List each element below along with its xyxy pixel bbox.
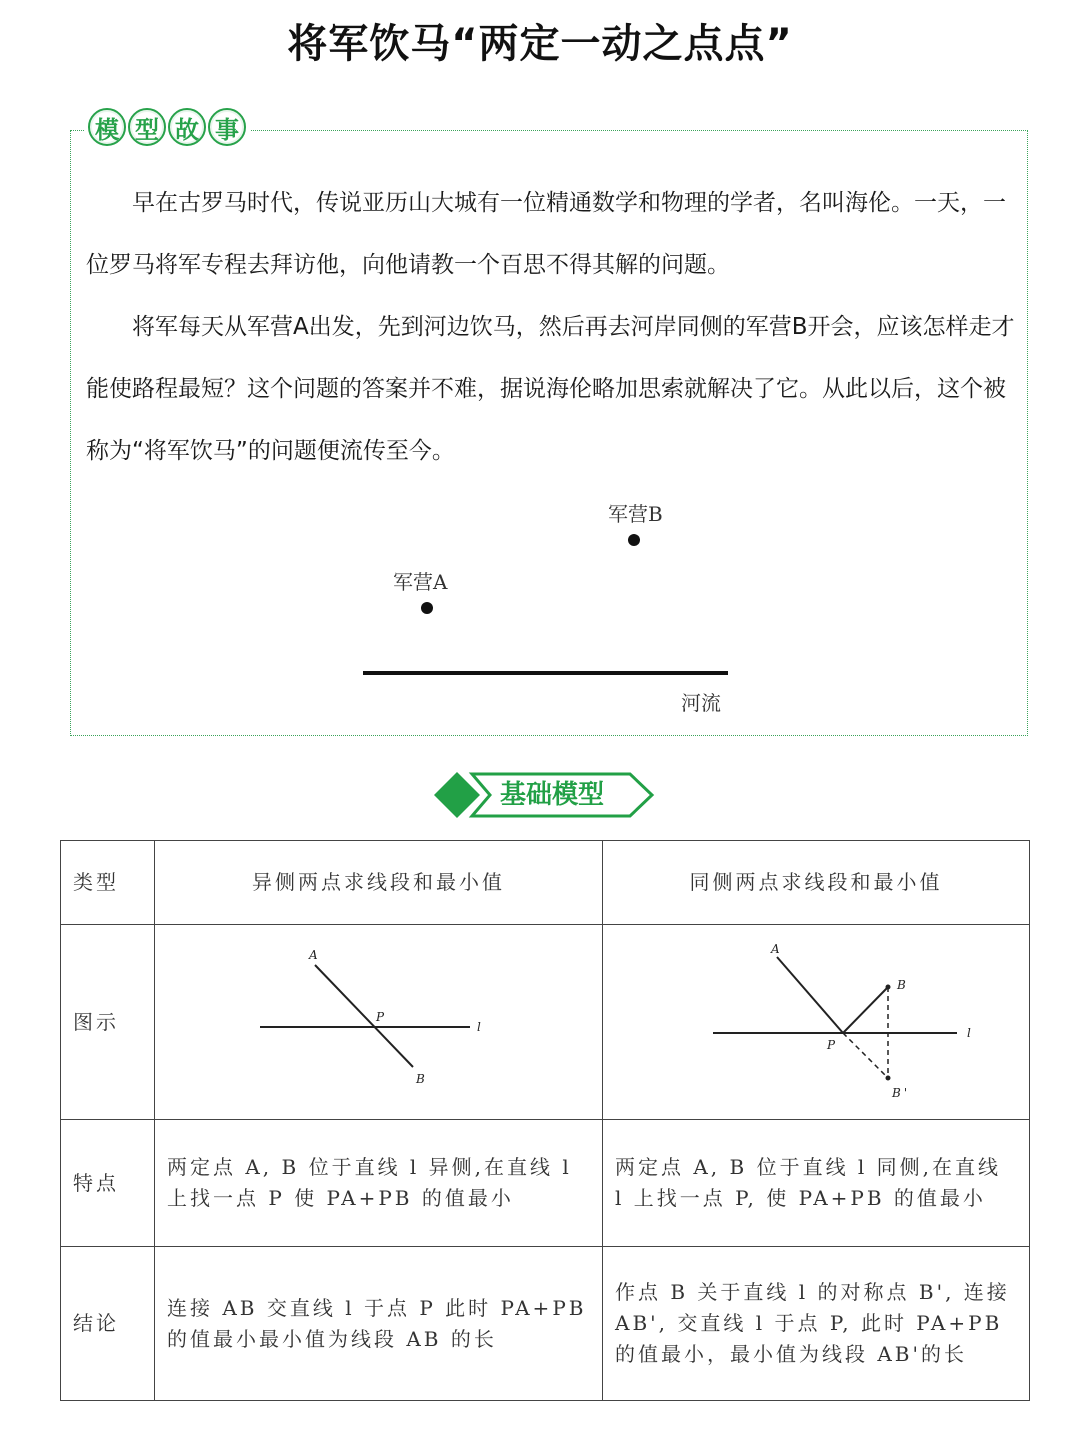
river-label: 河流 <box>681 691 721 715</box>
conclusion-col2: 作点 B 关于直线 l 的对称点 B', 连接 AB', 交直线 l 于点 P, 此时 PA+PB 的值最小，最小值为线段 AB'的长 <box>603 1247 1030 1401</box>
camp-b-label: 军营B <box>608 502 663 526</box>
feature-col1: 两定点 A, B 位于直线 l 异侧,在直线 l 上找一点 P 使 PA+PB 的值最小 <box>155 1120 603 1247</box>
feature-label-cell: 特点 <box>61 1120 155 1247</box>
story-paragraph-1: 早在古罗马时代，传说亚历山大城有一位精通数学和物理的学者，名叫海伦。一天，一位罗马将军专程去拜访他，向他请教一个百思不得其解的问题。 <box>86 190 1006 278</box>
badge-char-3: 故 <box>168 108 206 146</box>
label-b-prime: B' <box>892 1086 911 1100</box>
label-l: l <box>967 1026 974 1040</box>
model-table <box>60 840 1030 1401</box>
label-l: l <box>477 1020 484 1034</box>
point-b-prime <box>886 1076 891 1081</box>
point-b <box>886 985 891 990</box>
segment-pb <box>843 987 888 1033</box>
story-paragraph-2: 将军每天从军营A出发，先到河边饮马，然后再去河岸同侧的军营B开会，应该怎样走才能使路程最短？这个问题的答案并不难，据说海伦略加思索就解决了它。从此以后，这个被称为“将军饮马”的问题便流传至今。 <box>86 314 1015 464</box>
badge-char-4: 事 <box>208 108 246 146</box>
page-title: 将军饮马“两定一动之点点” <box>287 21 793 67</box>
conclusion-col1: 连接 AB 交直线 l 于点 P 此时 PA+PB 的值最小最小值为线段 AB 的长 <box>155 1247 603 1401</box>
segment-ab <box>315 965 413 1067</box>
feature-col2: 两定点 A, B 位于直线 l 同侧,在直线 l 上找一点 P, 使 PA+PB 的值最小 <box>603 1120 1030 1247</box>
label-p: P <box>376 1010 388 1024</box>
label-a: A <box>309 948 321 962</box>
camp-a-label: 军营A <box>393 570 448 594</box>
badge-char-1: 模 <box>88 108 126 146</box>
label-p: P <box>827 1038 839 1052</box>
camp-a-point <box>421 602 433 614</box>
label-b: B <box>897 978 909 992</box>
segment-ap <box>777 957 843 1033</box>
table-row-figure <box>61 925 1030 1120</box>
header-col2: 同侧两点求线段和最小值 <box>603 841 1030 925</box>
figure-opposite-sides <box>155 925 578 1110</box>
header-col1: 异侧两点求线段和最小值 <box>155 841 603 925</box>
table-row-feature <box>61 1120 1030 1247</box>
camp-b-point <box>628 534 640 546</box>
segment-pb-prime <box>843 1033 888 1078</box>
banner-diamond-icon <box>434 772 480 818</box>
badge-char-2: 型 <box>128 108 166 146</box>
conclusion-label-cell: 结论 <box>61 1247 155 1401</box>
label-a: A <box>771 942 783 956</box>
figure-left-cell <box>155 925 603 1120</box>
table-row-conclusion <box>61 1247 1030 1401</box>
figure-right-cell <box>603 925 1030 1120</box>
figure-label-cell: 图示 <box>61 925 155 1120</box>
table-row-header <box>61 841 1030 925</box>
label-b: B <box>416 1072 428 1086</box>
figure-same-side <box>603 925 1067 1110</box>
section-title: 基础模型 <box>500 780 605 810</box>
header-type-cell: 类型 <box>61 841 155 925</box>
